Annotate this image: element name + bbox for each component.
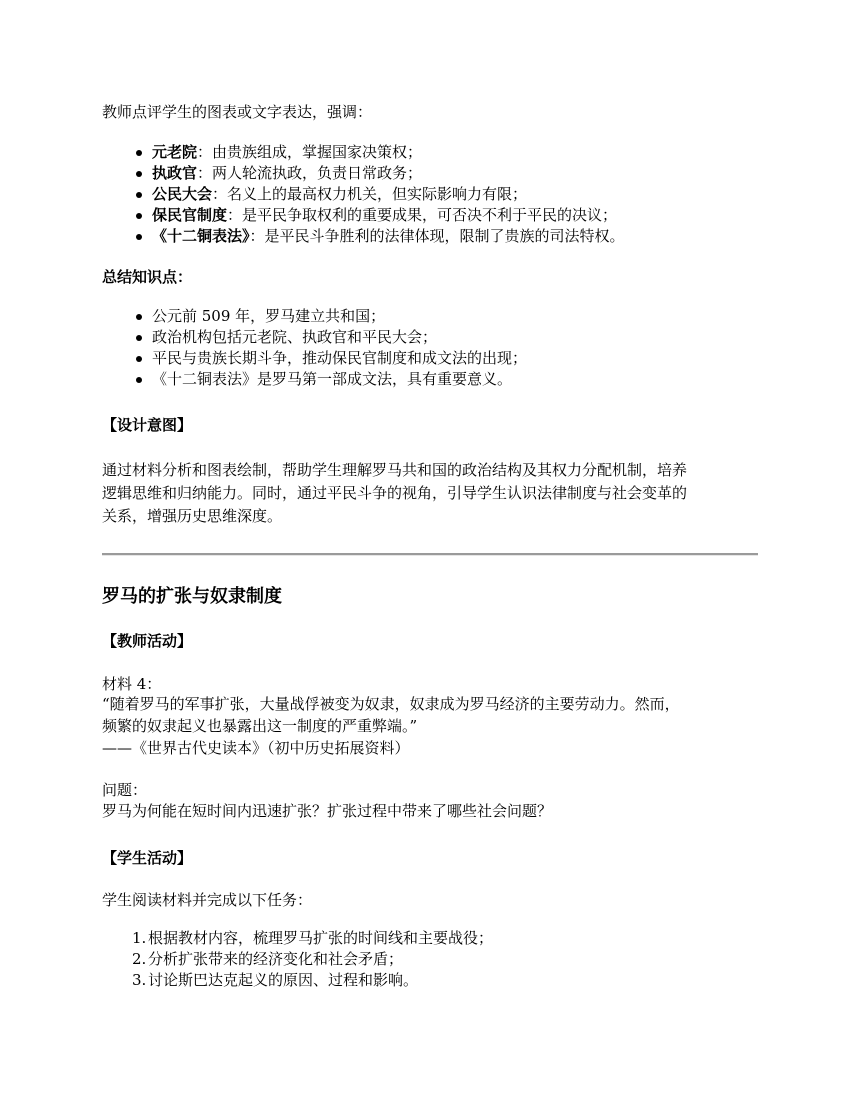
- summary-item-text: 公元前 509 年，罗马建立共和国；: [152, 307, 386, 325]
- emphasis-text: ：名义上的最高权力机关，但实际影响力有限；: [212, 185, 528, 203]
- list-item: [136, 369, 527, 390]
- emphasis-text: ：是平民斗争胜利的法律体现，限制了贵族的司法特权。: [249, 227, 625, 245]
- design-line: 关系，增强历史思维深度。: [102, 507, 283, 525]
- emphasis-text: ：两人轮流执政，负责日常政务；: [197, 164, 423, 182]
- material-line: “随着罗马的军事扩张，大量战俘被变为奴隶，奴隶成为罗马经济的主要劳动力。然而，: [102, 695, 680, 713]
- question-text: 罗马为何能在短时间内迅速扩张？扩张过程中带来了哪些社会问题？: [102, 802, 553, 820]
- student-heading: 【学生活动】: [102, 849, 193, 867]
- emphasis-text: ：由贵族组成，掌握国家决策权；: [197, 143, 423, 161]
- list-item: [136, 226, 625, 247]
- bullet-icon: [136, 356, 142, 362]
- task-text: 分析扩张带来的经济变化和社会矛盾；: [148, 950, 404, 968]
- emphasis-text: ：是平民争取权利的重要成果，可否决不利于平民的决议；: [227, 206, 618, 224]
- list-item: [136, 327, 527, 348]
- bullet-icon: [136, 234, 142, 240]
- bullet-icon: [136, 314, 142, 320]
- emphasis-list: [136, 142, 625, 247]
- student-intro: 学生阅读材料并完成以下任务：: [102, 891, 313, 909]
- task-list: [132, 928, 493, 991]
- bullet-icon: [136, 213, 142, 219]
- bullet-icon: [136, 150, 142, 156]
- list-item: [132, 970, 493, 991]
- emphasis-term: 《十二铜表法》: [152, 227, 250, 245]
- bullet-icon: [136, 335, 142, 341]
- summary-list: [136, 306, 527, 390]
- task-text: 讨论斯巴达克起义的原因、过程和影响。: [148, 971, 419, 989]
- task-number: 1.: [132, 929, 147, 947]
- emphasis-term: 保民官制度: [152, 206, 228, 224]
- task-number: 3.: [132, 971, 147, 989]
- summary-item-text: 平民与贵族长期斗争，推动保民官制度和成文法的出现；: [152, 349, 528, 367]
- list-item: [136, 142, 625, 163]
- bullet-icon: [136, 192, 142, 198]
- list-item: [136, 163, 625, 184]
- question-label: 问题：: [102, 781, 148, 799]
- list-item: [136, 348, 527, 369]
- task-number: 2.: [132, 950, 147, 968]
- material-label: 材料 4：: [102, 675, 162, 693]
- summary-heading: 总结知识点：: [102, 268, 193, 286]
- section-title: 罗马的扩张与奴隶制度: [102, 586, 282, 607]
- design-line: 逻辑思维和归纳能力。同时，通过平民斗争的视角，引导学生认识法律制度与社会变革的: [102, 484, 688, 502]
- list-item: [136, 184, 625, 205]
- summary-item-text: 《十二铜表法》是罗马第一部成文法，具有重要意义。: [152, 370, 513, 388]
- material-source: ——《世界古代史读本》（初中历史拓展资料）: [102, 739, 410, 757]
- task-text: 根据教材内容，梳理罗马扩张的时间线和主要战役；: [148, 929, 494, 947]
- design-line: 通过材料分析和图表绘制，帮助学生理解罗马共和国的政治结构及其权力分配机制，培养: [102, 461, 688, 479]
- list-item: [136, 306, 527, 327]
- bullet-icon: [136, 377, 142, 383]
- emphasis-term: 元老院: [152, 143, 198, 161]
- material-line: 频繁的奴隶起义也暴露出这一制度的严重弊端。”: [102, 717, 418, 735]
- summary-item-text: 政治机构包括元老院、执政官和平民大会；: [152, 328, 438, 346]
- design-heading: 【设计意图】: [102, 416, 193, 434]
- section-divider: [102, 553, 758, 556]
- emphasis-term: 执政官: [152, 164, 198, 182]
- bullet-icon: [136, 171, 142, 177]
- list-item: [136, 205, 625, 226]
- emphasis-term: 公民大会: [152, 185, 213, 203]
- list-item: [132, 928, 493, 949]
- list-item: [132, 949, 493, 970]
- teacher-heading: 【教师活动】: [102, 632, 193, 650]
- intro-text: 教师点评学生的图表或文字表达，强调：: [102, 103, 373, 121]
